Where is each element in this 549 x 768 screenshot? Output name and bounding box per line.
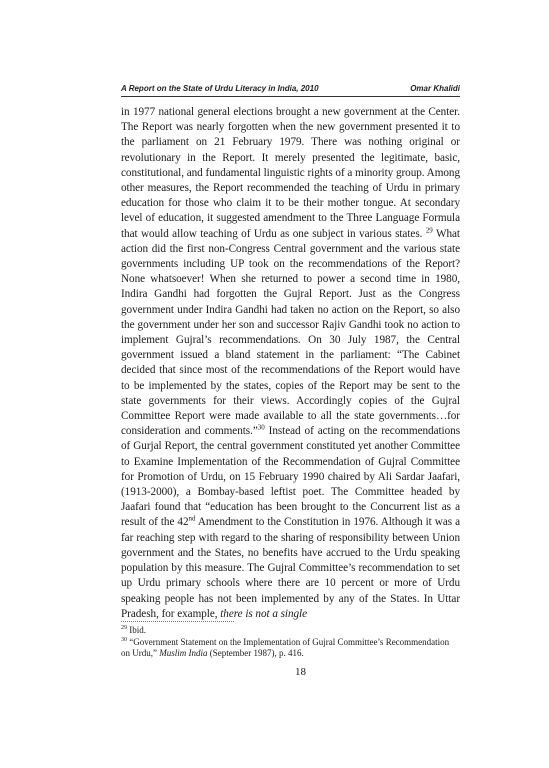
body-text-italic: there is not a single: [220, 607, 308, 620]
footnote-30-publication: Muslim India: [159, 648, 208, 658]
footnote-number-30: 30: [121, 636, 127, 643]
footnote-30: [121, 637, 460, 660]
body-text-part-4: Amendment to the Constitution in 1976. Although it was a far reaching step with regard to the sharing of responsibility between Union government and the States, no benefits have accrued to the Urdu speaking population by this measure. The Gujral Committee’s recommendation to set up Urdu primary schools where there are 10 percent or more of Urdu speaking people has not been implemented by any of the States. In Uttar Pradesh, for example,: [121, 516, 460, 620]
footnote-ref-29[interactable]: 29: [425, 225, 433, 234]
body-text-part-2: What action did the first non-Congress Central government and the various state governments including UP took on the recommendations of the Report? None whatsoever! When she returned to power a second time in 1980, Indira Gandhi had forgotten the Gujral Report. Just as the Congress government under Indira Gandhi had taken no action on the Report, so also the government under her son and successor Rajiv Gandhi took no action to implement Gujral’s recommendations. On 30 July 1987, the Central government issued a bland statement in the parliament: “The Cabinet decided that since most of the recommendations of the Report would have to be implemented by the states, copies of the Report may be sent to the state governments for their views. Accordingly copies of the Gujral Committee Report were made available to all the state governments…for consideration and comments.”: [121, 227, 460, 438]
footnote-ref-30[interactable]: 30: [257, 423, 265, 432]
footnotes: [121, 625, 460, 660]
footnote-text-29: Ibid.: [127, 625, 146, 635]
body-text-part-3: Instead of acting on the recommendations of Gurjal Report, the central government constituted yet another Committee to Examine Implementation of the Recommendation of Gujral Committee for Promotion of Urdu, on 15 February 1990 chaired by Ali Sardar Jaafari, (1913-2000), a Bombay-based leftist poet. The Committee headed by Jaafari found that “education has been brought to the Concurrent list as a result of the 42: [121, 425, 460, 529]
footnote-29: [121, 625, 460, 637]
page-number: 18: [295, 666, 306, 678]
header-rule: [121, 96, 460, 97]
header-title: A Report on the State of Urdu Literacy in India, 2010: [121, 84, 319, 93]
footnote-text-30b: (September 1987), p. 416.: [207, 648, 304, 658]
footnote-number-29: 29: [121, 625, 127, 631]
body-text-part-1: in 1977 national general elections brought a new government at the Center. The Report was nearly forgotten when the new government presented it to the parliament on 21 February 1979. There was nothing original or revolutionary in the Report. It merely presented the legitimate, basic, constitutional, and fundamental linguistic rights of a minority group. Among other measures, the Report recommended the teaching of Urdu in primary education for those who claim it to be their mother tongue. At secondary level of education, it suggested amendment to the Three Language Formula that would allow teaching of Urdu as one subject in various states.: [121, 106, 460, 240]
header-author: Omar Khalidi: [410, 84, 460, 93]
footnote-text-30a: “Government Statement on the Implementation of Gujral Committee’s Recommendation on Urdu,”: [121, 636, 450, 658]
ordinal-superscript: nd: [188, 514, 196, 523]
running-header: [121, 84, 460, 93]
footnote-separator: [121, 621, 234, 622]
body-paragraph: [121, 105, 460, 622]
